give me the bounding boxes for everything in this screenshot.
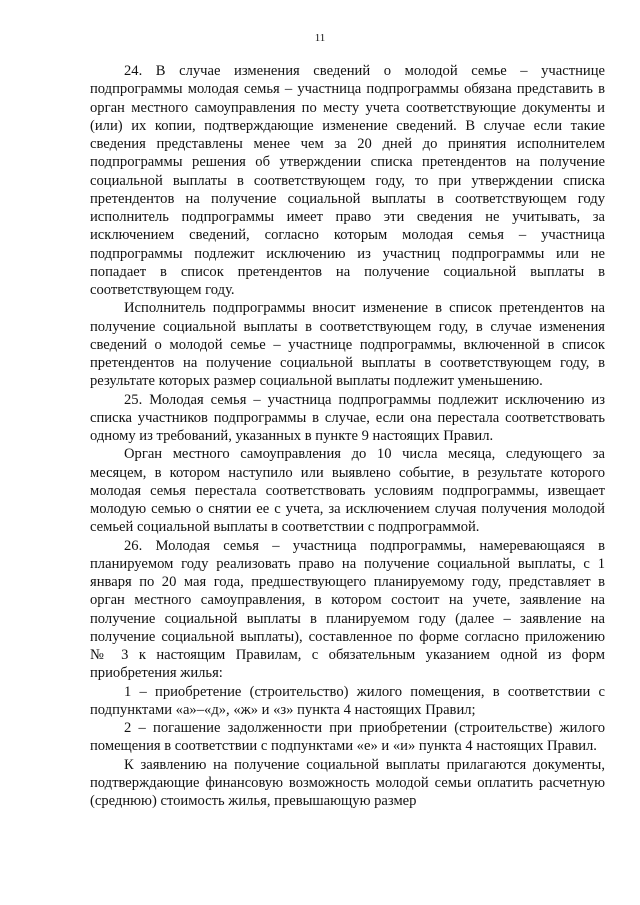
page-number: 11 bbox=[314, 32, 326, 44]
paragraph-list-amendment: Исполнитель подпрограммы вносит изменение в список претендентов на получение социальной выплаты в соответствующем году, в случае изменения сведений о молодой семье – участнице подпрограммы, включенной в список претендентов на получение социальной выплаты в соответствующем году, в результате которых размер социальной выплаты подлежит уменьшению. bbox=[90, 300, 605, 390]
document-body bbox=[90, 62, 605, 810]
list-item-form-2: 2 – погашение задолженности при приобретении (строительстве) жилого помещения в соответствии с подпунктами «е» и «и» пункта 4 настоящих Правил. bbox=[90, 720, 605, 755]
list-item-form-1: 1 – приобретение (строительство) жилого помещения, в соответствии с подпунктами «а»–«д», «ж» и «з» пункта 4 настоящих Правил; bbox=[90, 683, 605, 718]
paragraph-25: 25. Молодая семья – участница подпрограммы подлежит исключению из списка участников подпрограммы в случае, если она перестала соответствовать одному из требований, указанных в пункте 9 настоящих Правил. bbox=[90, 391, 605, 444]
paragraph-24: 24. В случае изменения сведений о молодой семье – участнице подпрограммы молодая семья – участница подпрограммы обязана представить в орган местного самоуправления по месту учета соответствующие документы и (или) их копии, подтверждающие изменение сведений. В случае если такие сведения представлены менее чем за 20 дней до принятия исполнителем подпрограммы решения об утверждении списка претендентов на получение социальной выплаты в соответствующем году, то при утверждении списка претендентов на получение социальной выплаты в соответствующем году исполнитель подпрограммы имеет право эти сведения не учитывать, за исключением сведений, согласно которым молодая семья – участница подпрограммы подлежит исключению из участниц подпрограммы или не попадает в список претендентов на получение социальной выплаты в соответствующем году. bbox=[90, 63, 605, 298]
paragraph-attached-documents: К заявлению на получение социальной выплаты прилагаются документы, подтверждающие финансовую возможность молодой семьи оплатить расчетную (среднюю) стоимость жилья, превышающую размер bbox=[90, 756, 605, 809]
paragraph-deregistration-notice: Орган местного самоуправления до 10 числа месяца, следующего за месяцем, в котором наступило или выявлено событие, в результате которого молодая семья перестала соответствовать условиям подпрограммы, извещает молодую семью о снятии ее с учета, за исключением случая получения молодой семьей социальной выплаты в соответствии с подпрограммой. bbox=[90, 446, 605, 536]
paragraph-26: 26. Молодая семья – участница подпрограммы, намеревающаяся в планируемом году реализовать право на получение социальной выплаты, с 1 января по 20 мая года, предшествующего планируемому году, представляет в орган местного самоуправления, в котором состоит на учете, заявление на получение социальной выплаты в планируемом году (далее – заявление на получение социальной выплаты), составленное по форме согласно приложению № 3 к настоящим Правилам, с обязательным указанием одной из форм приобретения жилья: bbox=[90, 537, 605, 682]
